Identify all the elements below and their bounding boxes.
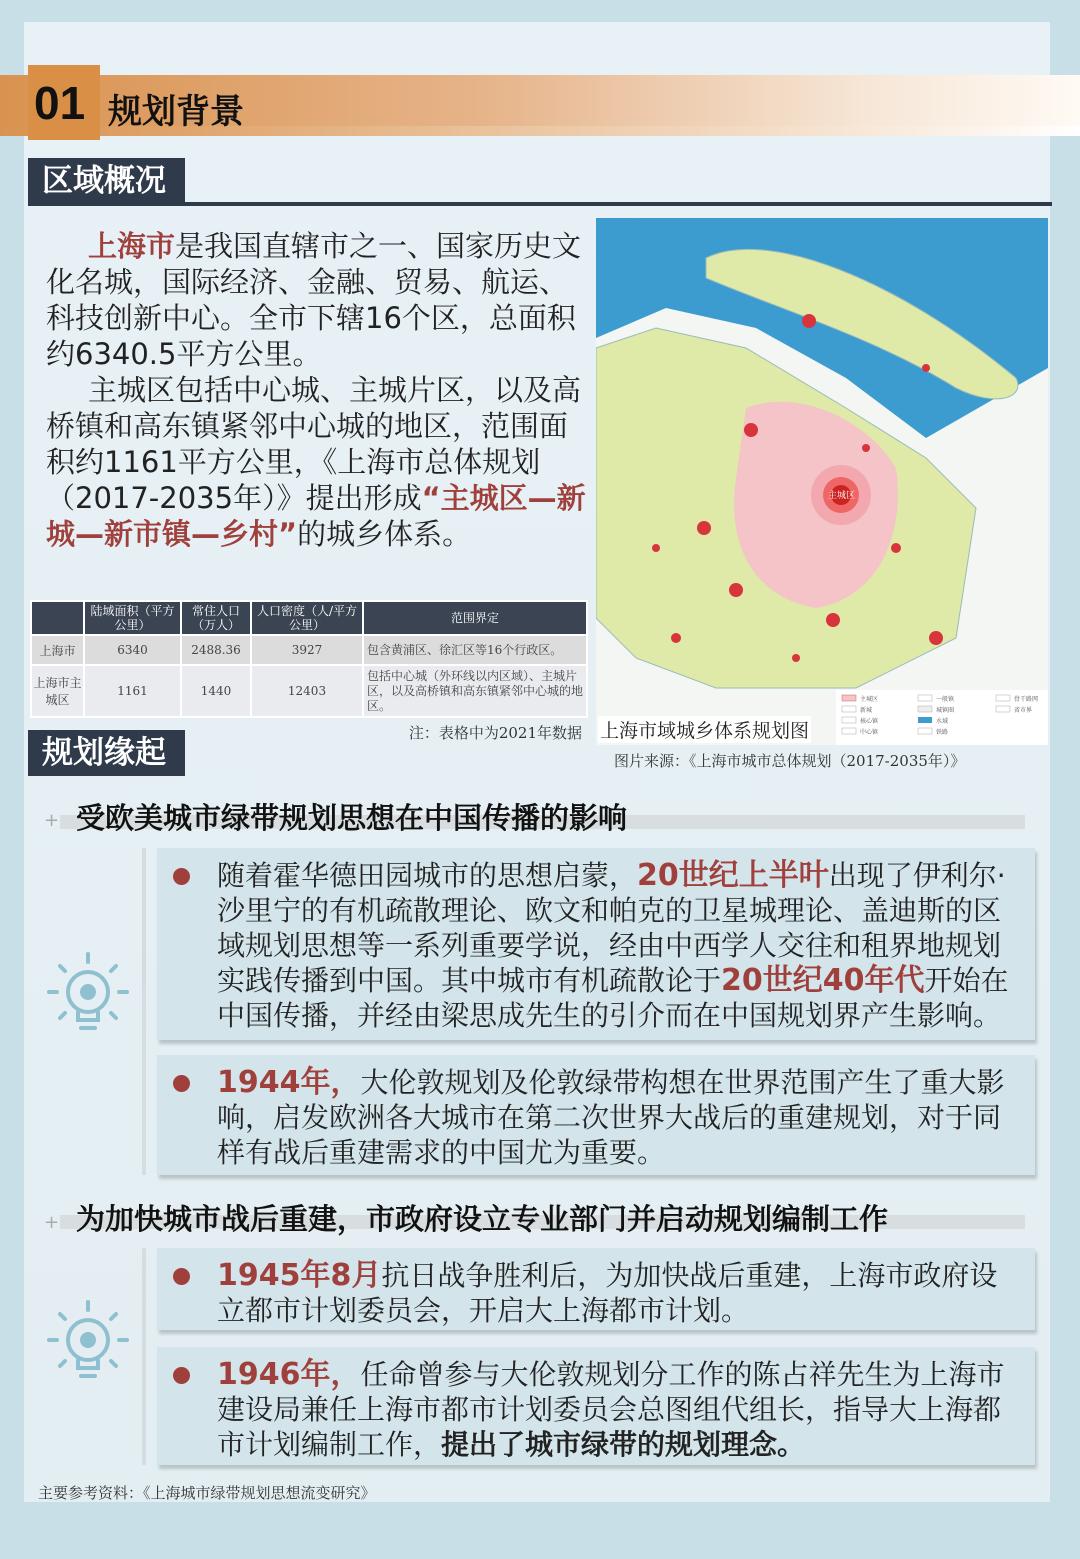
subheading-1: 受欧美城市绿带规划思想在中国传播的影响 (76, 801, 628, 835)
intro-text (46, 228, 591, 552)
highlight: 1946年， (217, 1357, 361, 1392)
page-title: 规划背景 (108, 92, 244, 132)
svg-text:铁路: 铁路 (936, 729, 949, 736)
timeline-line (142, 848, 146, 1175)
th-population: 常住人口（万人） (181, 601, 251, 635)
data-table (30, 600, 588, 718)
svg-text:中心镇: 中心镇 (860, 729, 879, 736)
highlight: 1945年8月 (217, 1258, 382, 1293)
tab-planning-origin: 规划缘起 (28, 730, 185, 776)
table-row (31, 665, 587, 717)
planning-map (596, 218, 1048, 745)
svg-text:城镇圈: 城镇圈 (936, 707, 955, 714)
table-row (31, 635, 587, 665)
svg-text:水域: 水域 (936, 718, 949, 725)
text: 出现了伊利尔·沙里宁的有机疏散理论、欧文和帕克的卫星城理论、盖迪斯的区域规划思想等一系列重要学说，经由中西学人交往和租界地规划实践传播到中国。其中城市有机疏散论于 (217, 859, 1006, 997)
info-card (157, 1248, 1035, 1330)
cell: 6340 (84, 635, 181, 665)
text: 开始在中国传播，并经由梁思成先生的引介而在中国规划界产生影响。 (217, 964, 1009, 1032)
reference-note: 主要参考资料：《上海城市绿带规划思想流变研究》 (38, 1484, 376, 1502)
info-card (157, 848, 1035, 1040)
cell: 包括中心城（外环线以内区域）、主城片区，以及高桥镇和高东镇紧邻中心城的地区。 (363, 665, 587, 717)
map-center-label: 主城区 (828, 491, 856, 501)
cell: 上海市 (31, 635, 84, 665)
highlight: 20世纪40年代 (721, 963, 925, 998)
text: 抗日战争胜利后，为加快战后重建，上海市政府设立都市计划委员会，开启大上海都市计划。 (217, 1259, 998, 1327)
highlight-shanghai: 上海市 (88, 229, 176, 263)
intro-p2a: 主城区包括中心城、主城片区，以及高桥镇和高东镇紧邻中心城的地区，范围面积约1161平方公里，《上海市总体规划（2017-2035年）》提出形成 (46, 373, 582, 515)
th-area: 陆域面积（平方公里） (84, 601, 181, 635)
subheading-2: 为加快城市战后重建，市政府设立专业部门并启动规划编制工作 (76, 1202, 889, 1236)
map-caption: 上海市域城乡体系规划图 (598, 716, 811, 743)
text: 任命曾参与大伦敦规划分工作的陈占祥先生为上海市建设局兼任上海市都市计划委员会总图组代组长，指导大上海都市计划编制工作， (217, 1358, 1005, 1461)
bullet-icon (173, 1268, 190, 1285)
table-note: 注：表格中为2021年数据 (408, 724, 582, 742)
bold-text: 提出了城市绿带的规划理念。 (441, 1428, 806, 1461)
cell: 上海市主城区 (31, 665, 84, 717)
tab-region-overview: 区域概况 (28, 158, 185, 204)
svg-text:骨干路网: 骨干路网 (1014, 696, 1039, 703)
timeline-line (142, 1248, 146, 1465)
info-card (157, 1347, 1035, 1465)
cell: 3927 (251, 635, 363, 665)
cell: 包含黄浦区、徐汇区等16个行政区。 (363, 635, 587, 665)
intro-p1: 是我国直辖市之一、国家历史文化名城，国际经济、金融、贸易、航运、科技创新中心。全市下辖16个区，总面积约6340.5平方公里。 (46, 229, 582, 371)
lightbulb-icon (45, 1298, 131, 1388)
th-density: 人口密度（人/平方公里） (251, 601, 363, 635)
cell: 12403 (251, 665, 363, 717)
th-blank (31, 601, 84, 635)
svg-text:核心镇: 核心镇 (860, 718, 879, 725)
divider (28, 202, 1052, 206)
svg-text:一般镇: 一般镇 (936, 696, 955, 703)
section-number: 01 (34, 77, 86, 129)
highlight: 20世纪上半叶 (637, 858, 829, 893)
intro-p2b: 的城乡体系。 (297, 517, 472, 551)
highlight: 1944年， (217, 1065, 361, 1100)
th-scope: 范围界定 (363, 601, 587, 635)
plus-icon: + (44, 1212, 60, 1233)
info-card (157, 1055, 1035, 1175)
highlight-system: “主城区—新城—新市镇—乡村” (46, 481, 586, 551)
bullet-icon (173, 1075, 190, 1092)
svg-text:主城区: 主城区 (860, 696, 879, 703)
plus-icon: + (44, 810, 60, 831)
cell: 1440 (181, 665, 251, 717)
cell: 2488.36 (181, 635, 251, 665)
cell: 1161 (84, 665, 181, 717)
map-source: 图片来源：《上海市城市总体规划（2017-2035年）》 (614, 752, 966, 770)
text: 大伦敦规划及伦敦绿带构想在世界范围产生了重大影响，启发欧洲各大城市在第二次世界大战后的重建规划，对于同样有战后重建需求的中国尤为重要。 (217, 1066, 1005, 1169)
bullet-icon (173, 868, 190, 885)
text: 随着霍华德田园城市的思想启蒙， (217, 859, 638, 892)
bullet-icon (173, 1367, 190, 1384)
svg-text:新城: 新城 (860, 707, 873, 714)
lightbulb-icon (45, 950, 131, 1040)
svg-text:省市界: 省市界 (1014, 707, 1033, 714)
